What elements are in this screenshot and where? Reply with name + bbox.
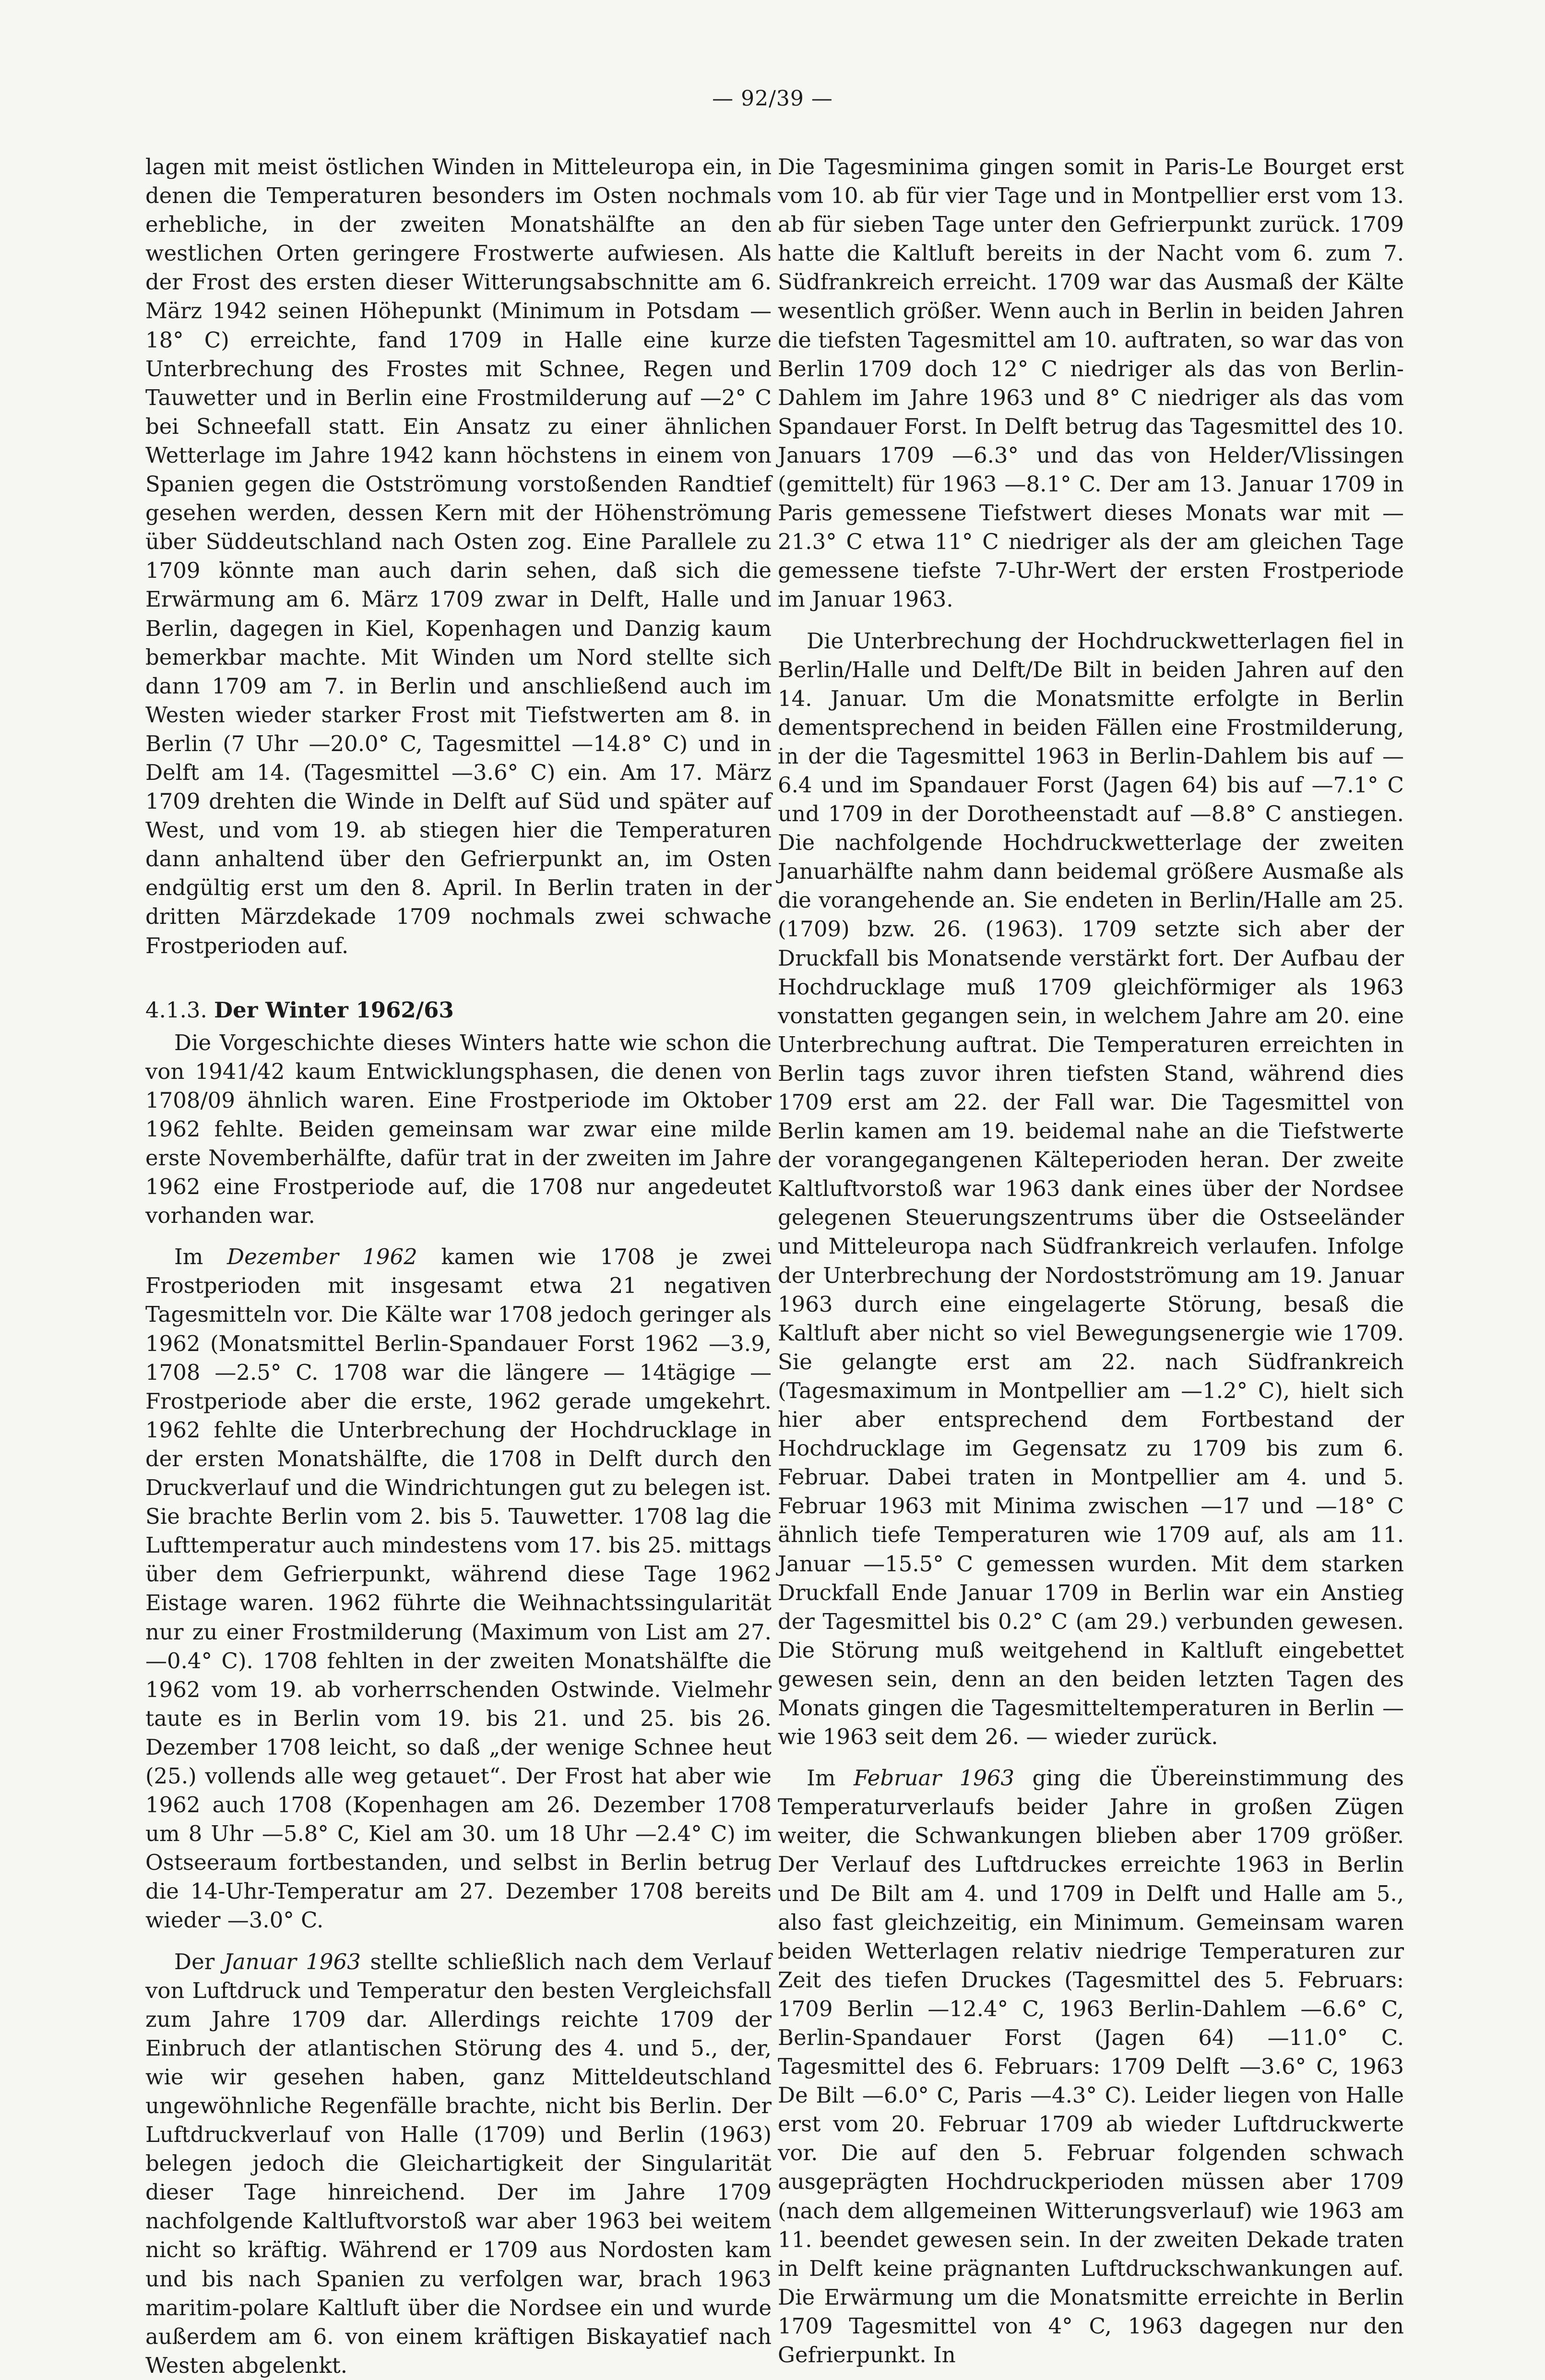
paragraph: lagen mit meist östlichen Winden in Mitteleuropa ein, in denen die Temperaturen besonders im Osten nochmals erhebliche, in der zweiten Monatshälfte an den westlichen Orten geringere Frostwerte aufwiesen. Als der Frost des ersten dieser Witterungsabschnitte am 6. März 1942 seinen Höhepunkt (Minimum in Potsdam —18° C) erreichte, fand 1709 in Halle eine kurze Unterbrechung des Frostes mit Schnee, Regen und Tauwetter und in Berlin eine Frostmilderung auf —2° C bei Schneefall statt. Ein Ansatz zu einer ähnlichen Wetterlage im Jahre 1942 kann höchstens in einem von Spanien gegen die Ostströmung vorstoßenden Randtief gesehen werden, dessen Kern mit der Höhenströmung über Süddeutschland nach Osten zog. Eine Parallele zu 1709 könnte man auch darin sehen, daß sich die Erwärmung am 6. März 1709 zwar in Delft, Halle und Berlin, dagegen in Kiel, Kopenhagen und Danzig kaum bemerkbar machte. Mit Winden um Nord stellte sich dann 1709 am 7. in Berlin und anschließend auch im Westen wieder starker Frost mit Tiefstwerten am 8. in Berlin (7 Uhr —20.0° C, Tagesmittel —14.8° C) und in Delft am 14. (Tagesmittel —3.6° C) ein. Am 17. März 1709 drehten die Winde in Delft auf Süd und später auf West, und vom 19. ab stiegen hier die Temperaturen dann anhaltend über den Gefrierpunkt an, im Osten endgültig erst um den 8. April. In Berlin traten in der dritten Märzdekade 1709 nochmals zwei schwache Frostperioden auf. [145,154,772,958]
paragraph-lead: Im [174,1244,227,1270]
section-title: Der Winter 1962/63 [214,997,454,1023]
paragraph-text: stellte schließlich nach dem Verlauf von Luftdruck und Temperatur den besten Vergleichsfall zum Jahre 1709 dar. Allerdings reichte 1709 der Einbruch der atlantischen Störung des 4. und 5., der, wie wir gesehen haben, ganz Mitteldeutschland ungewöhnliche Regenfälle brachte, nicht bis Berlin. Der Luftdruckverlauf von Halle (1709) und Berlin (1963) belegen jedoch die Gleichartigkeit der Singularität dieser Tage hinreichend. Der im Jahre 1709 nachfolgende Kaltluftvorstoß war aber 1963 bei weitem nicht so kräftig. Während er 1709 aus Nordosten kam und bis nach Spanien zu verfolgen war, brach 1963 maritim-polare Kaltluft über die Nordsee ein und wurde außerdem am 6. von einem kräftigen Biskayatief nach Westen abgelenkt. [145,1949,772,2378]
left-column [145,153,772,2380]
paragraph-lead: Der [174,1949,224,1974]
paragraph-lead: Im [807,1765,854,1791]
page-number: — 92/39 — [712,86,833,111]
emphasis: Januar 1963 [224,1949,361,1974]
paragraph-text: ging die Übereinstimmung des Temperaturverlaufs beider Jahre in großen Zügen weiter, die Schwankungen blieben aber 1709 größer. Der Verlauf des Luftdruckes erreichte 1963 in Berlin und De Bilt am 4. und 1709 in Delft und Halle am 5., also fast gleichzeitig, ein Minimum. Gemeinsam waren beiden Wetterlagen relativ niedrige Temperaturen zur Zeit des tiefen Druckes (Tagesmittel des 5. Februars: 1709 Berlin —12.4° C, 1963 Berlin-Dahlem —6.6° C, Berlin-Spandauer Forst (Jagen 64) —11.0° C. Tagesmittel des 6. Februars: 1709 Delft —3.6° C, 1963 De Bilt —6.0° C, Paris —4.3° C). Leider liegen von Halle erst vom 20. Februar 1709 ab wieder Luftdruckwerte vor. Die auf den 5. Februar folgenden schwach ausgeprägten Hochdruckperioden müssen aber 1709 (nach dem allgemeinen Witterungsverlauf) wie 1963 am 11. beendet gewesen sein. In der zweiten Dekade traten in Delft keine prägnanten Luftdruckschwankungen auf. Die Erwärmung um die Monatsmitte erreichte in Berlin 1709 Tagesmittel von 4° C, 1963 dagegen nur den Gefrierpunkt. In [778,1765,1404,2368]
paragraph-text: kamen wie 1708 je zwei Frostperioden mit insgesamt etwa 21 negativen Tagesmitteln vor. Die Kälte war 1708 jedoch geringer als 1962 (Monatsmittel Berlin-Spandauer Forst 1962 —3.9, 1708 —2.5° C. 1708 war die längere — 14tägige — Frostperiode aber die erste, 1962 gerade umgekehrt. 1962 fehlte die Unterbrechung der Hochdrucklage in der ersten Monatshälfte, die 1708 in Delft durch den Druckverlauf und die Windrichtungen gut zu belegen ist. Sie brachte Berlin vom 2. bis 5. Tauwetter. 1708 lag die Lufttemperatur auch mindestens vom 17. bis 25. mittags über dem Gefrierpunkt, während diese Tage 1962 Eistage waren. 1962 führte die Weihnachtssingularität nur zu einer Frostmilderung (Maximum von List am 27. —0.4° C). 1708 fehlten in der zweiten Monatshälfte die 1962 vom 19. ab vorherrschenden Ostwinde. Vielmehr taute es in Berlin vom 19. bis 21. und 25. bis 26. Dezember 1708 leicht, so daß „der wenige Schnee heut (25.) vollends alle weg getauet“. Der Frost hat aber wie 1962 auch 1708 (Kopenhagen am 26. Dezember 1708 um 8 Uhr —5.8° C, Kiel am 30. um 18 Uhr —2.4° C) im Ostseeraum fortbestanden, und selbst in Berlin betrug die 14-Uhr-Temperatur am 27. Dezember 1708 bereits wieder —3.0° C. [145,1244,772,1933]
paragraph: Die Vorgeschichte dieses Winters hatte wie schon die von 1941/42 kaum Entwicklungsphasen, die denen von 1708/09 ähnlich waren. Eine Frostperiode im Oktober 1962 fehlte. Beiden gemeinsam war zwar eine milde erste Novemberhälfte, dafür trat in der zweiten im Jahre 1962 eine Frostperiode auf, die 1708 nur angedeutet vorhanden war. [145,1029,772,1229]
emphasis: Februar 1963 [853,1765,1015,1791]
paragraph [778,1764,1404,2369]
section-number: 4.1.3. [145,997,207,1023]
section-heading [145,996,772,1025]
paragraph: Die Unterbrechung der Hochdruckwetterlagen fiel in Berlin/Halle und Delft/De Bilt in beiden Jahren auf den 14. Januar. Um die Monatsmitte erfolgte in Berlin dementsprechend in beiden Fällen eine Frostmilderung, in der die Tagesmittel 1963 in Berlin-Dahlem bis auf —6.4 und im Spandauer Forst (Jagen 64) bis auf —7.1° C und 1709 in der Dorotheenstadt auf —8.8° C anstiegen. Die nachfolgende Hochdruckwetterlage der zweiten Januarhälfte nahm dann beidemal größere Ausmaße als die vorangehende an. Sie endeten in Berlin/Halle am 25. (1709) bzw. 26. (1963). 1709 setzte sich aber der Druckfall bis Monatsende verstärkt fort. Der Aufbau der Hochdrucklage muß 1709 gleichförmiger als 1963 vonstatten gegangen sein, in welchem Jahre am 20. eine Unterbrechung auftrat. Die Temperaturen erreichten in Berlin tags zuvor ihren tiefsten Stand, während dies 1709 erst am 22. der Fall war. Die Tagesmittel von Berlin kamen am 19. beidemal nahe an die Tiefstwerte der vorangegangenen Kälteperioden heran. Der zweite Kaltluftvorstoß war 1963 dank eines über der Nordsee gelegenen Steuerungszentrums über die Ostseeländer und Mitteleuropa nach Südfrankreich verlaufen. Infolge der Unterbrechung der Nordostströmung am 19. Januar 1963 durch eine eingelagerte Störung, besaß die Kaltluft aber nicht so viel Bewegungsenergie wie 1709. Sie gelangte erst am 22. nach Südfrankreich (Tagesmaximum in Montpellier am —1.2° C), hielt sich hier aber entsprechend dem Fortbestand der Hochdrucklage im Gegensatz zu 1709 bis zum 6. Februar. Dabei traten in Montpellier am 4. und 5. Februar 1963 mit Minima zwischen —17 und —18° C ähnlich tiefe Temperaturen wie 1709 auf, als am 11. Januar —15.5° C gemessen wurden. Mit dem starken Druckfall Ende Januar 1709 in Berlin war ein Anstieg der Tagesmittel bis 0.2° C (am 29.) verbunden gewesen. Die Störung muß weitgehend in Kaltluft eingebettet gewesen sein, denn an den beiden letzten Tagen des Monats gingen die Tagesmitteltemperaturen in Berlin — wie 1963 seit dem 26. — wieder zurück. [778,628,1404,1750]
emphasis: Dezember 1962 [227,1244,417,1270]
paragraph [145,1948,772,2380]
paragraph [145,1243,772,1935]
paragraph: Die Tagesminima gingen somit in Paris-Le Bourget erst vom 10. ab für vier Tage und in Montpellier erst vom 13. ab für sieben Tage unter den Gefrierpunkt zurück. 1709 hatte die Kaltluft bereits in der Nacht vom 6. zum 7. Südfrankreich erreicht. 1709 war das Ausmaß der Kälte wesentlich größer. Wenn auch in Berlin in beiden Jahren die tiefsten Tagesmittel am 10. auftraten, so war das von Berlin 1709 doch 12° C niedriger als das von Berlin-Dahlem im Jahre 1963 und 8° C niedriger als das vom Spandauer Forst. In Delft betrug das Tagesmittel des 10. Januars 1709 —6.3° und das von Helder/Vlissingen (gemittelt) für 1963 —8.1° C. Der am 13. Januar 1709 in Paris gemessene Tiefstwert dieses Monats war mit —21.3° C etwa 11° C niedriger als der am gleichen Tage gemessene tiefste 7-Uhr-Wert der ersten Frostperiode im Januar 1963. [778,154,1404,612]
right-column [778,153,1404,2369]
